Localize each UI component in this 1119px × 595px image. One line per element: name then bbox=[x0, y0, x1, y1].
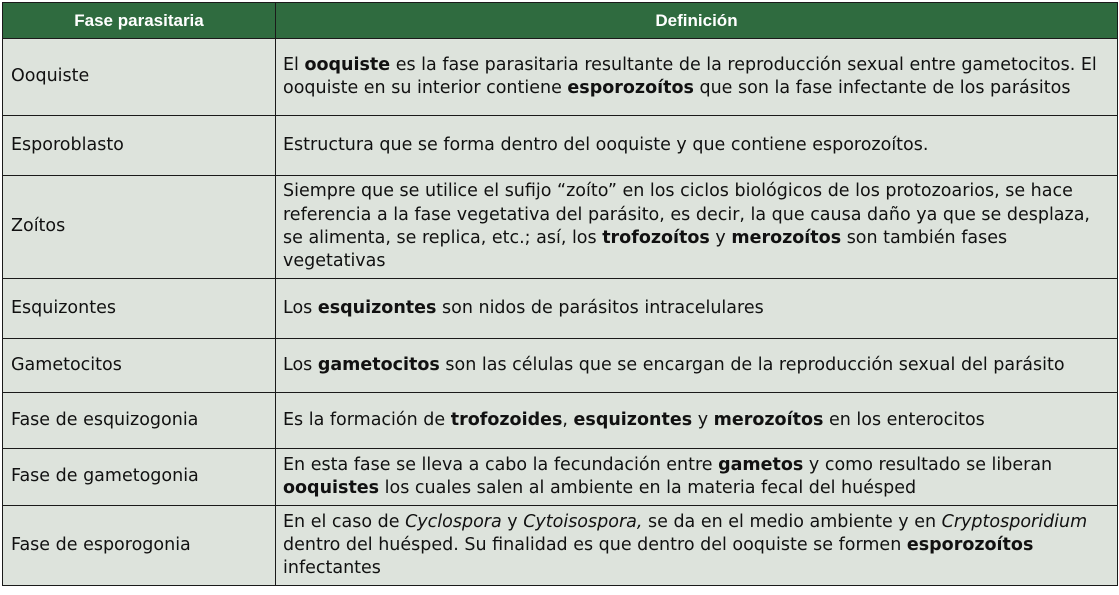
bold-term: esporozoítos bbox=[567, 78, 694, 98]
phase-cell: Gametocitos bbox=[3, 339, 276, 393]
definition-text: se da en el medio ambiente y en bbox=[642, 511, 942, 532]
bold-term: trofozoítos bbox=[602, 228, 710, 248]
definition-cell bbox=[276, 116, 1118, 176]
bold-term: esporozoítos bbox=[906, 534, 1034, 555]
definition-text: y bbox=[501, 511, 524, 532]
bold-term: merozoítos bbox=[713, 409, 824, 430]
bold-term: gametos bbox=[718, 454, 804, 475]
definition-text: El bbox=[283, 54, 305, 75]
definition-text: En el caso de bbox=[283, 511, 406, 532]
table-row bbox=[3, 449, 1118, 506]
column-header-phase: Fase parasitaria bbox=[3, 3, 276, 39]
bold-term: merozoítos bbox=[731, 228, 842, 248]
phase-cell: Ooquiste bbox=[3, 39, 276, 116]
definition-cell bbox=[276, 393, 1118, 449]
definition-text: son las células que se encargan de la reproducción sexual del parásito bbox=[439, 354, 1065, 375]
table-header-row bbox=[3, 3, 1118, 39]
definition-text: Los bbox=[283, 354, 318, 375]
table-row bbox=[3, 39, 1118, 116]
definition-text: son también fases vegetativas bbox=[283, 228, 1013, 272]
definition-text: y bbox=[709, 228, 732, 248]
column-header-definition: Definición bbox=[276, 3, 1118, 39]
definition-text: son nidos de parásitos intracelulares bbox=[436, 297, 764, 318]
table-body bbox=[3, 39, 1118, 586]
definition-text: infectantes bbox=[283, 534, 1039, 579]
table-row bbox=[3, 176, 1118, 279]
phase-cell: Fase de esporogonia bbox=[3, 506, 276, 586]
definition-text: y como resultado se liberan bbox=[803, 454, 1058, 475]
definition-text: Los bbox=[283, 297, 318, 318]
italic-term: Cytoisospora, bbox=[523, 511, 643, 532]
bold-term: trofozoides bbox=[450, 409, 563, 430]
bold-term: ooquistes bbox=[283, 478, 380, 498]
table-row bbox=[3, 339, 1118, 393]
italic-term: Cryptosporidium bbox=[941, 511, 1088, 532]
phase-cell: Esporoblasto bbox=[3, 116, 276, 176]
table-row bbox=[3, 393, 1118, 449]
phase-cell: Esquizontes bbox=[3, 279, 276, 339]
definition-cell bbox=[276, 506, 1118, 586]
bold-term: gametocitos bbox=[317, 354, 440, 375]
definition-text: Estructura que se forma dentro del ooquiste y que contiene esporozoítos. bbox=[283, 134, 929, 155]
definition-text: que son la fase infectante de los parásitos bbox=[693, 78, 1071, 98]
bold-term: esquizontes bbox=[573, 409, 693, 430]
definition-text: los cuales salen al ambiente en la materia fecal del huésped bbox=[379, 478, 917, 498]
definition-cell bbox=[276, 176, 1118, 279]
definition-text: en los enterocitos bbox=[823, 409, 985, 430]
definition-cell bbox=[276, 449, 1118, 506]
phase-cell: Fase de gametogonia bbox=[3, 449, 276, 506]
definition-cell bbox=[276, 279, 1118, 339]
definition-text: Siempre que se utilice el sufijo “zoíto” en los ciclos biológicos de los protozoarios, se hace referencia a la fase vegetativa del parásito, es decir, la que causa daño ya que se desplaza, se alimenta, se replica, etc.; así, los bbox=[283, 181, 1096, 248]
definition-cell bbox=[276, 339, 1118, 393]
bold-term: esquizontes bbox=[317, 297, 437, 318]
definition-text: dentro del huésped. Su finalidad es que dentro del ooquiste se formen bbox=[283, 511, 1093, 555]
table-row bbox=[3, 116, 1118, 176]
phase-cell: Fase de esquizogonia bbox=[3, 393, 276, 449]
table-row bbox=[3, 506, 1118, 586]
definition-text: es la fase parasitaria resultante de la reproducción sexual entre gametocitos. El ooquiste en su interior contiene bbox=[283, 54, 1103, 98]
definition-cell bbox=[276, 39, 1118, 116]
definition-text: y bbox=[692, 409, 714, 430]
phase-cell: Zoítos bbox=[3, 176, 276, 279]
definition-text: En esta fase se lleva a cabo la fecundación entre bbox=[283, 454, 719, 475]
parasitic-phase-table bbox=[2, 2, 1118, 586]
definition-text: , bbox=[562, 409, 574, 430]
table-row bbox=[3, 279, 1118, 339]
italic-term: Cyclospora bbox=[405, 511, 502, 532]
definition-text: Es la formación de bbox=[283, 409, 451, 430]
bold-term: ooquiste bbox=[304, 54, 391, 75]
